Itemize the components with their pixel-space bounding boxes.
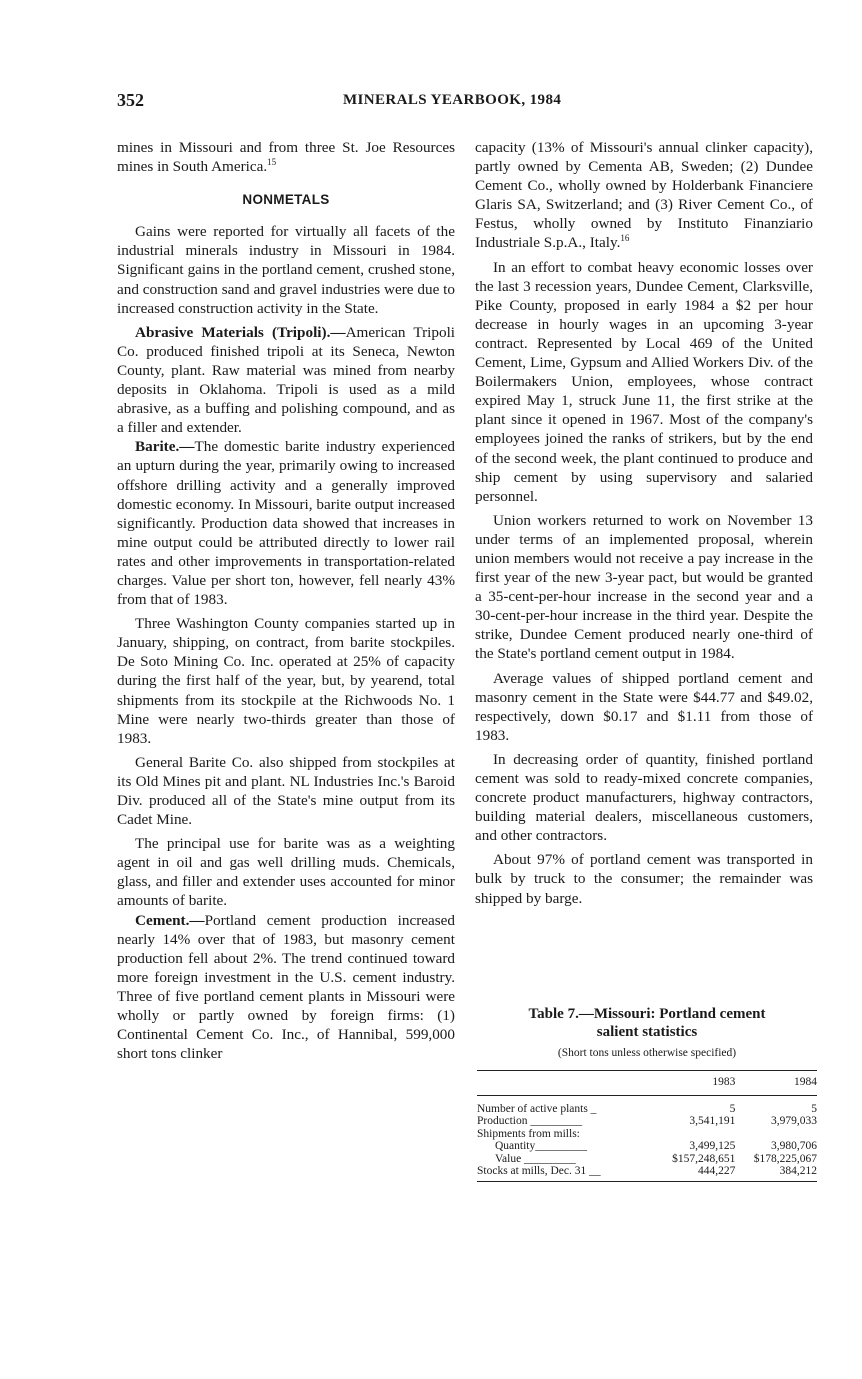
table-subtitle: (Short tons unless otherwise specified) bbox=[557, 1047, 737, 1059]
paragraph-text: capacity (13% of Missouri's annual clinker capacity), partly owned by Cementa AB, Sweden; (2) Dundee Cement Co., wholly owned by Holderbank Financiere Glaris SA, Switzerland; and (3) River Cement Co., of Festus, wholly owned by Instituto Finanziario Industriale S.p.A., Italy. bbox=[475, 139, 813, 252]
table-row bbox=[477, 1153, 817, 1166]
paragraph-text: mines in Missouri and from three St. Joe Resources mines in South America. bbox=[117, 139, 455, 176]
cell-1984: 5 bbox=[811, 1102, 817, 1115]
paragraph: General Barite Co. also shipped from stockpiles at its Old Mines pit and plant. NL Industries Inc.'s Baroid Div. produced all of the State's mine output from its Cadet Mine. bbox=[117, 753, 455, 829]
table-header-row bbox=[477, 1071, 817, 1096]
row-label: Number of active plants _ bbox=[477, 1102, 597, 1115]
row-label: Quantity_________ bbox=[495, 1140, 587, 1152]
table-row bbox=[477, 1140, 817, 1153]
row-label: Value _________ bbox=[495, 1152, 576, 1165]
cell-1983: 444,227 bbox=[698, 1165, 736, 1177]
stats-table bbox=[477, 1070, 817, 1182]
table-title-line: Table 7.—Missouri: Portland cement bbox=[528, 1006, 766, 1022]
column-header bbox=[477, 1071, 654, 1096]
paragraph bbox=[117, 323, 455, 438]
footnote-ref: 15 bbox=[267, 157, 277, 168]
section-heading: NONMETALS bbox=[242, 192, 330, 208]
cell-1983: 3,541,191 bbox=[689, 1115, 736, 1127]
paragraph: About 97% of portland cement was transported in bulk by truck to the consumer; the remainder was shipped by barge. bbox=[475, 851, 813, 907]
cell-1984: $178,225,067 bbox=[753, 1152, 817, 1165]
paragraph-text: American Tripoli Co. produced finished tripoli at its Seneca, Newton County, plant. Raw material was mined from nearby deposits in Oklahoma. Tripoli is used as a mild abrasive, as a buffing and polishing compound, and as a filler and extender. bbox=[117, 323, 456, 437]
paragraph: Average values of shipped portland cement and masonry cement in the State were $44.77 and $49.02, respectively, down $0.17 and $1.11 from those of 1983. bbox=[475, 669, 813, 744]
right-column bbox=[475, 138, 813, 913]
table-title-line: salient statistics bbox=[596, 1024, 698, 1040]
paragraph bbox=[117, 911, 455, 1064]
cell-1984 bbox=[735, 1128, 817, 1141]
row-label: Production _________ bbox=[477, 1115, 583, 1127]
row-label: Stocks at mills, Dec. 31 __ bbox=[477, 1165, 601, 1177]
paragraph: Union workers returned to work on November 13 under terms of an implemented proposal, wherein union members would not receive a pay increase in the first year of the new 3-year pact, but would be granted a 35-cent-per-hour increase in the second year and a 30-cent-per-hour increase in the third year. Despite the strike, Dundee Cement produced nearly one-third of the State's portland cement output in 1984. bbox=[475, 511, 813, 663]
paragraph: In an effort to combat heavy economic losses over the last 3 recession years, Dundee Cement, Clarksville, Pike County, proposed in early 1984 a $2 per hour decrease in hourly wages in an upcoming 3-year contract. Represented by Local 469 of the United Cement, Lime, Gypsum and Allied Workers Div. of the Boilermakers Union, employees, whose contract expired May 1, struck June 11, the first strike at the plant since it opened in 1967. Most of the company's employees joined the ranks of strikers, but by the end of the second week, the plant continued to produce and ship cement by using supervisory and salaried personnel. bbox=[475, 258, 813, 505]
paragraph: Three Washington County companies started up in January, shipping, on contract, from barite stockpiles. De Soto Mining Co. Inc. operated at 25% of capacity during the first half of the year, but, by yearend, total shipments from its stockpile at the Richwoods No. 1 Mine were nearly two-thirds greater than those of 1983. bbox=[117, 615, 455, 747]
cell-1984: 3,979,033 bbox=[771, 1115, 817, 1127]
cell-1984: 384,212 bbox=[779, 1165, 817, 1177]
table-row bbox=[477, 1095, 817, 1115]
table-row bbox=[477, 1115, 817, 1128]
salient-statistics-table bbox=[477, 1005, 817, 1182]
paragraph bbox=[117, 138, 455, 176]
row-label: Shipments from mills: bbox=[477, 1127, 580, 1140]
table-row bbox=[477, 1165, 817, 1181]
paragraph: In decreasing order of quantity, finished portland cement was sold to ready-mixed concrete companies, concrete product manufacturers, highway contractors, building material dealers, miscellaneous customers, and other contractors. bbox=[475, 750, 813, 845]
paragraph-text: Portland cement production increased nearly 14% over that of 1983, but masonry cement production fell about 2%. The trend continued toward more foreign investment in the U.S. cement industry. Three of five portland cement plants in Missouri were wholly or partly owned by foreign firms: (1) Continental Cement Co. Inc., of Hannibal, 599,000 short tons clinker bbox=[117, 911, 455, 1063]
run-in-heading: Abrasive Materials (Tripoli).— bbox=[135, 323, 346, 341]
column-header: 1983 bbox=[712, 1076, 736, 1088]
cell-1984: 3,980,706 bbox=[771, 1140, 817, 1152]
paragraph bbox=[475, 138, 813, 253]
paragraph bbox=[117, 437, 455, 609]
cell-1983: 5 bbox=[729, 1102, 736, 1115]
table-row bbox=[477, 1128, 817, 1141]
run-in-heading: Barite.— bbox=[135, 438, 195, 456]
run-in-heading: Cement.— bbox=[135, 911, 205, 929]
paragraph-text: The domestic barite industry experienced an upturn during the year, primarily owing to increased offshore drilling activity and a generally improved domestic economy. In Missouri, barite output increased significantly. Production data showed that increases in mine output could be attributed directly to lower rail rates and other improvements in transportation-related charges. Value per short ton, however, fell nearly 43% from that of 1983. bbox=[117, 438, 455, 609]
column-header: 1984 bbox=[794, 1076, 817, 1088]
page-number: 352 bbox=[117, 90, 144, 110]
cell-1983: $157,248,651 bbox=[672, 1152, 736, 1165]
table-title bbox=[477, 1005, 817, 1041]
running-title: MINERALS YEARBOOK, 1984 bbox=[343, 92, 562, 108]
paragraph: The principal use for barite was as a weighting agent in oil and gas well drilling muds. Chemicals, glass, and filler and extender uses accounted for minor amounts of barite. bbox=[117, 835, 455, 910]
cell-1983 bbox=[654, 1128, 736, 1141]
footnote-ref: 16 bbox=[620, 233, 630, 244]
paragraph: Gains were reported for virtually all facets of the industrial minerals industry in Missouri in 1984. Significant gains in the portland cement, crushed stone, and construction sand and gravel industries were due to increased construction activity in the State. bbox=[117, 223, 455, 317]
left-column bbox=[117, 138, 455, 1068]
cell-1983: 3,499,125 bbox=[689, 1140, 736, 1152]
